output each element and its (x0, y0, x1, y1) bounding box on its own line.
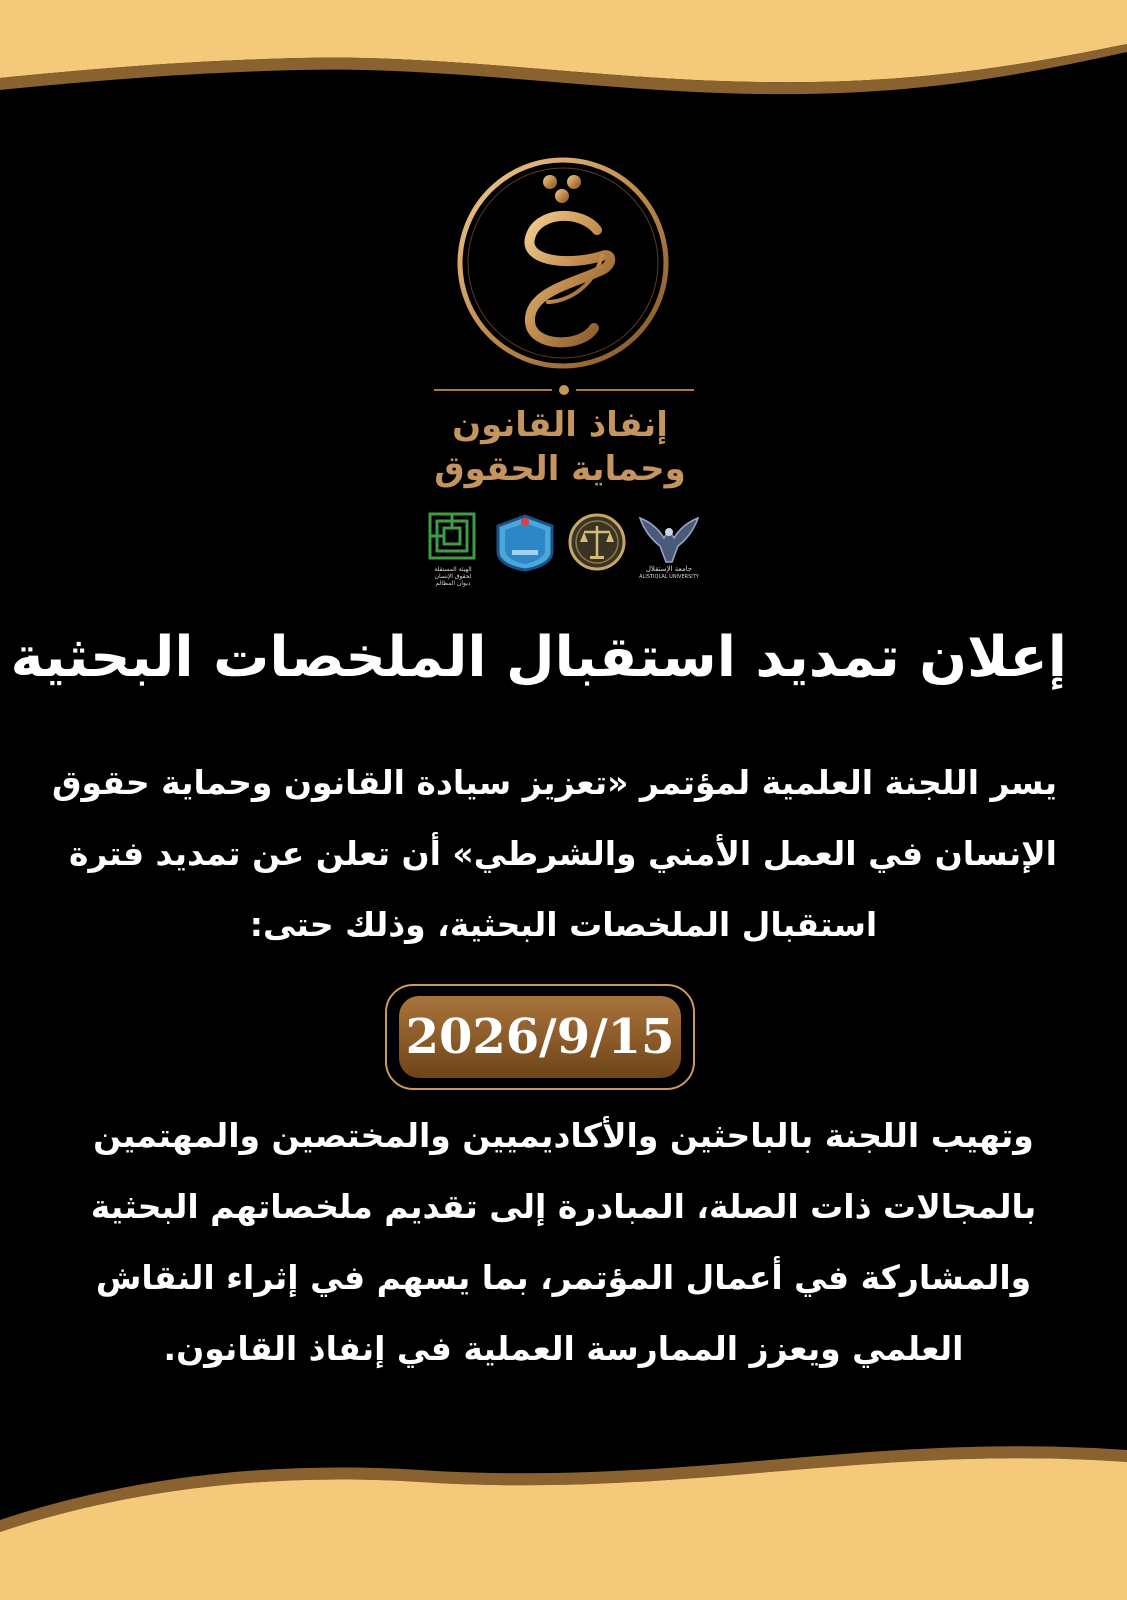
gold-arabic-letters-emblem-icon (452, 152, 674, 374)
eagle-university-logo-icon (636, 512, 702, 580)
deadline-badge (385, 984, 695, 1090)
partner-caption-line-1: جامعة الإستقلال (645, 565, 693, 573)
call-line-3: والمشاركة في أعمال المؤتمر، بما يسهم في إثراء النقاش (95, 1258, 1032, 1297)
intro-line-2: الإنسان في العمل الأمني والشرطي» أن تعلن عن تمديد فترة (68, 834, 1057, 873)
partner-caption-line-3: ديوان المظالم (435, 580, 471, 587)
logo-title-line-2: وحماية الحقوق (434, 449, 686, 489)
intro-line-1: يسر اللجنة العلمية لمؤتمر «تعزيز سيادة القانون وحماية حقوق (51, 763, 1057, 802)
top-gold-wave (0, 0, 1127, 120)
call-paragraph (70, 1100, 1057, 1384)
partner-caption-line-1: الهيئة المستقلة (434, 566, 472, 573)
partner-caption-line-2: ALISTIQLAL UNIVERSITY (639, 574, 699, 580)
logo-divider (434, 384, 694, 396)
independent-human-rights-commission-logo-icon (420, 512, 486, 587)
scales-of-justice-seal-icon (564, 512, 630, 580)
intro-paragraph (51, 747, 1057, 960)
bottom-gold-wave (0, 1410, 1127, 1600)
intro-line-3: استقبال الملخصات البحثية، وذلك حتى: (249, 905, 878, 944)
call-line-2: بالمجالات ذات الصلة، المبادرة إلى تقديم ملخصاتهم البحثية (90, 1187, 1037, 1226)
call-line-1: وتهيب اللجنة بالباحثين والأكاديميين والمختصين والمهتمين (93, 1116, 1034, 1155)
call-line-4: العلمي ويعزز الممارسة العملية في إنفاذ القانون. (163, 1329, 964, 1368)
logo-title-line-1: إنفاذ القانون (452, 405, 668, 445)
palestinian-police-shield-logo-icon (492, 512, 558, 580)
partner-caption-line-2: لحقوق الإنسان (434, 573, 472, 580)
partner-logos (420, 512, 710, 587)
announcement-headline: إعلان تمديد استقبال الملخصات البحثية (10, 625, 1067, 690)
deadline-date: 2026/9/15 (399, 996, 681, 1078)
